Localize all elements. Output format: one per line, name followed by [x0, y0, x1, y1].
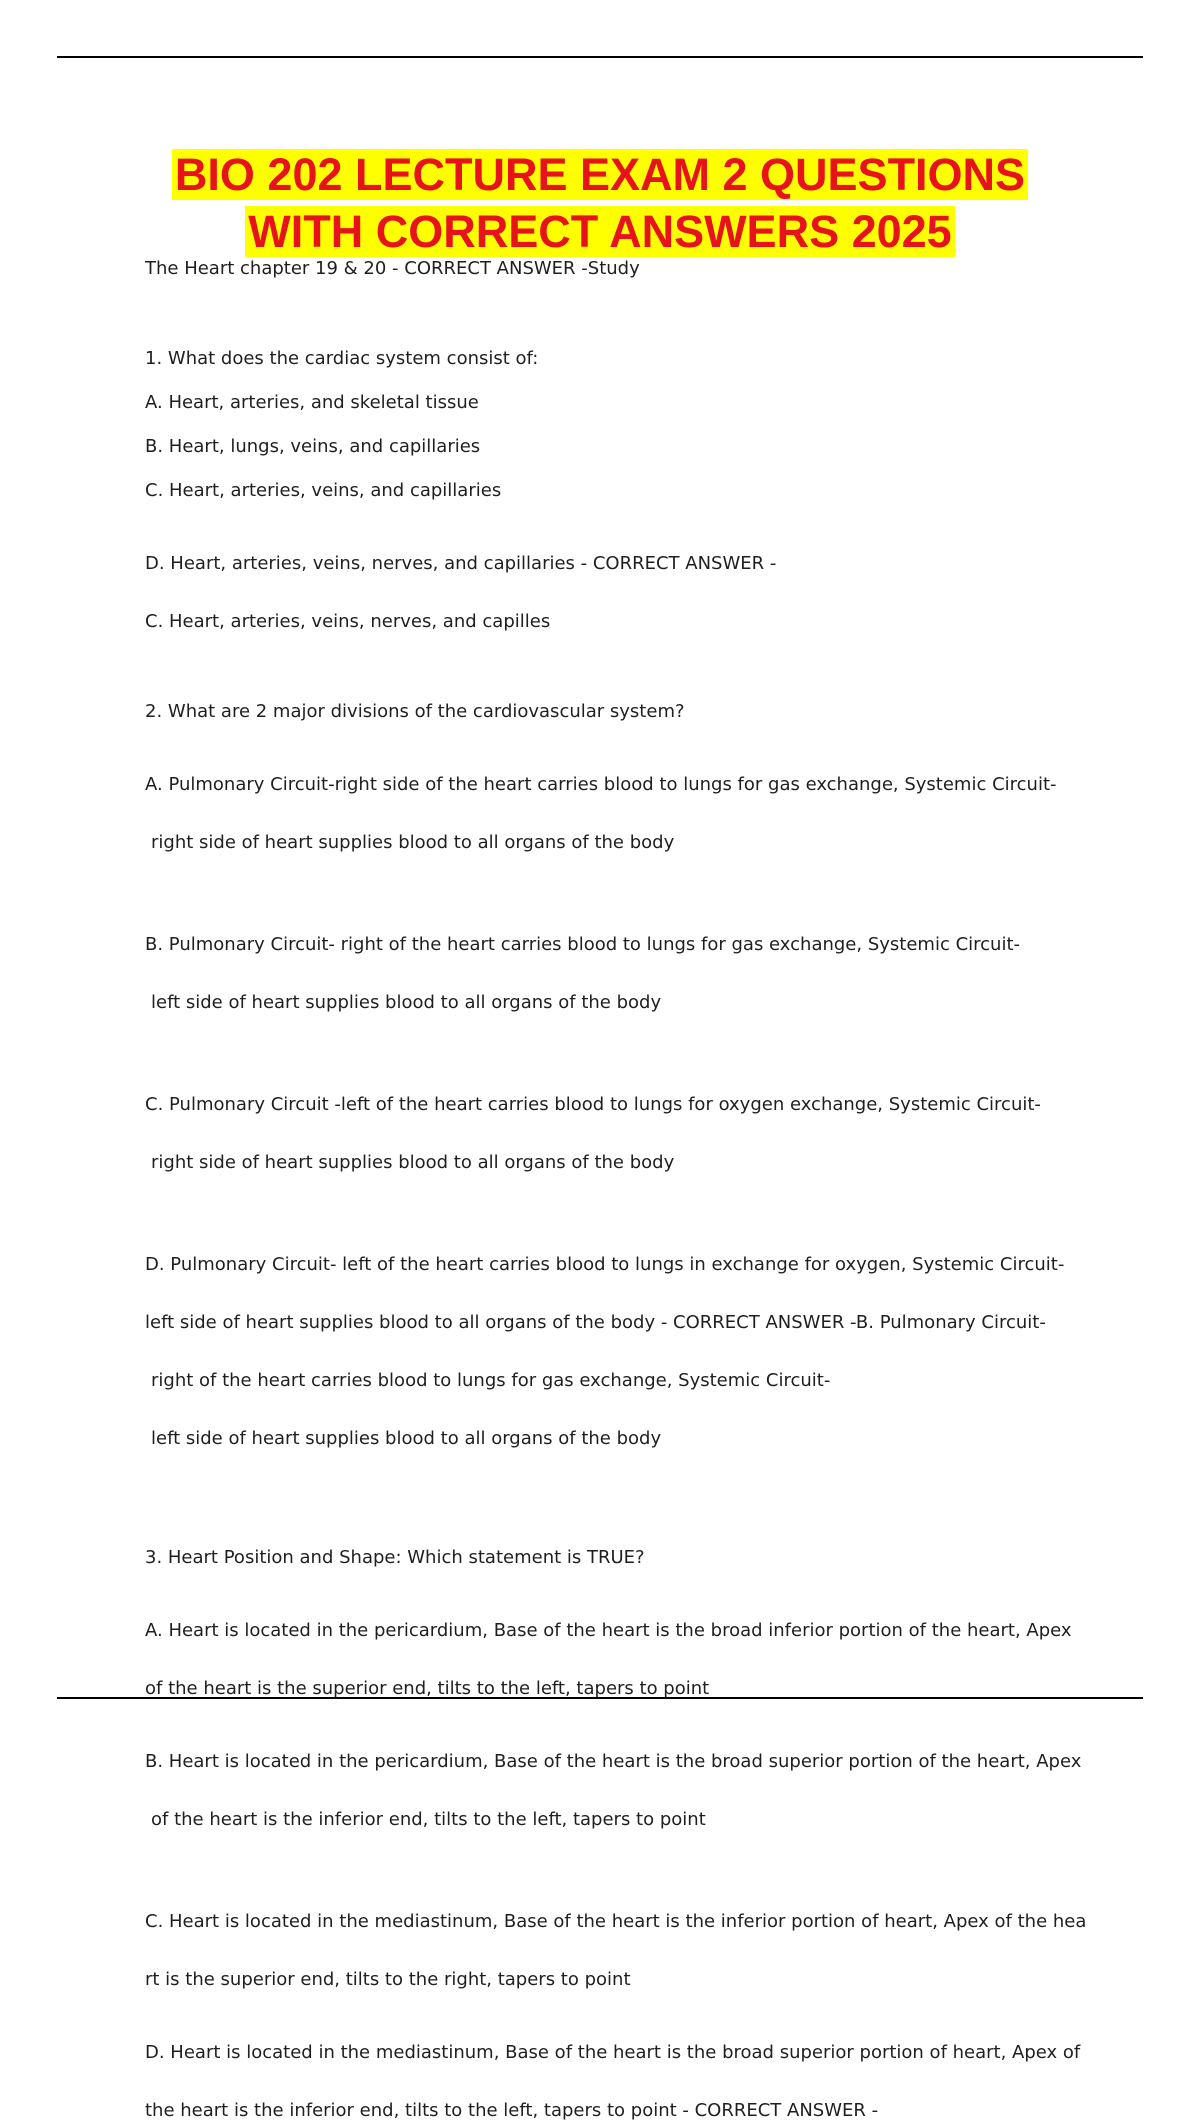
question-2-option-a-line-1: A. Pulmonary Circuit-right side of the heart carries blood to lungs for gas exchange, Systemic Circuit-: [145, 774, 1057, 795]
question-2-option-a-line-2: right side of heart supplies blood to all organs of the body: [151, 832, 675, 853]
question-1-text: 1. What does the cardiac system consist of:: [145, 348, 539, 369]
question-1-option-d-answer: [145, 520, 1095, 636]
question-3-text: 3. Heart Position and Shape: Which statement is TRUE?: [145, 1547, 645, 1568]
question-2-option-d-line-2: left side of heart supplies blood to all organs of the body - CORRECT ANSWER -B. Pulmonary Circuit-: [145, 1312, 1046, 1333]
bottom-rule: [57, 1697, 1143, 1699]
question-3-option-a-line-2: of the heart is the superior end, tilts to the left, tapers to point: [145, 1678, 710, 1699]
document-title: [0, 146, 1200, 260]
question-1-answer: C. Heart, arteries, veins, nerves, and capilles: [145, 611, 551, 632]
question-3: [145, 1543, 1095, 2125]
question-2-option-b-line-2: left side of heart supplies blood to all organs of the body: [151, 992, 662, 1013]
question-2-option-a: [145, 741, 1095, 886]
question-2-option-c: [145, 1061, 1095, 1206]
question-3-option-c-line-1: C. Heart is located in the mediastinum, Base of the heart is the inferior portion of heart, Apex of the hea: [145, 1911, 1087, 1932]
question-3-option-a-line-1: A. Heart is located in the pericardium, Base of the heart is the broad inferior portion of the heart, Apex: [145, 1620, 1072, 1641]
question-2-answer-line-1: right of the heart carries blood to lungs for gas exchange, Systemic Circuit-: [151, 1370, 831, 1391]
top-rule: [57, 56, 1143, 58]
title-line-2: WITH CORRECT ANSWERS 2025: [245, 206, 954, 257]
question-2-option-c-line-2: right side of heart supplies blood to all organs of the body: [151, 1152, 675, 1173]
question-3-option-b: [145, 1718, 1095, 1863]
question-3-option-c-line-2: rt is the superior end, tilts to the right, tapers to point: [145, 1969, 631, 1990]
question-3-option-d: [145, 2009, 1095, 2125]
question-1-option-d: D. Heart, arteries, veins, nerves, and capillaries - CORRECT ANSWER -: [145, 553, 777, 574]
question-1-option-c: C. Heart, arteries, veins, and capillaries: [145, 480, 502, 501]
question-3-option-d-line-2: the heart is the inferior end, tilts to the left, tapers to point - CORRECT ANSWER -: [145, 2100, 879, 2121]
question-2-option-d-line-1: D. Pulmonary Circuit- left of the heart carries blood to lungs in exchange for oxygen, Systemic Circuit-: [145, 1254, 1065, 1275]
question-2-option-b-line-1: B. Pulmonary Circuit- right of the heart carries blood to lungs for gas exchange, Systemic Circuit-: [145, 934, 1020, 955]
question-2: [145, 697, 1095, 1482]
question-3-option-b-line-1: B. Heart is located in the pericardium, Base of the heart is the broad superior portion of the heart, Apex: [145, 1751, 1082, 1772]
question-2-answer-line-2: left side of heart supplies blood to all organs of the body: [151, 1428, 662, 1449]
question-1-option-b: B. Heart, lungs, veins, and capillaries: [145, 436, 481, 457]
question-3-option-d-line-1: D. Heart is located in the mediastinum, Base of the heart is the broad superior portion of heart, Apex of: [145, 2042, 1081, 2063]
question-3-option-a: [145, 1587, 1095, 1703]
question-2-option-c-line-1: C. Pulmonary Circuit -left of the heart carries blood to lungs for oxygen exchange, Systemic Circuit-: [145, 1094, 1041, 1115]
intro-line: The Heart chapter 19 & 20 - CORRECT ANSWER -Study: [145, 258, 640, 279]
document-body: [145, 254, 1095, 2125]
question-3-option-c: [145, 1878, 1095, 1994]
question-1-option-a: A. Heart, arteries, and skeletal tissue: [145, 392, 479, 413]
title-line-1: BIO 202 LECTURE EXAM 2 QUESTIONS: [172, 149, 1028, 200]
question-2-text: 2. What are 2 major divisions of the cardiovascular system?: [145, 701, 685, 722]
question-1: [145, 344, 1095, 636]
question-3-option-b-line-2: of the heart is the inferior end, tilts to the left, tapers to point: [151, 1809, 706, 1830]
question-2-option-d: [145, 1221, 1095, 1482]
question-2-option-b: [145, 901, 1095, 1046]
